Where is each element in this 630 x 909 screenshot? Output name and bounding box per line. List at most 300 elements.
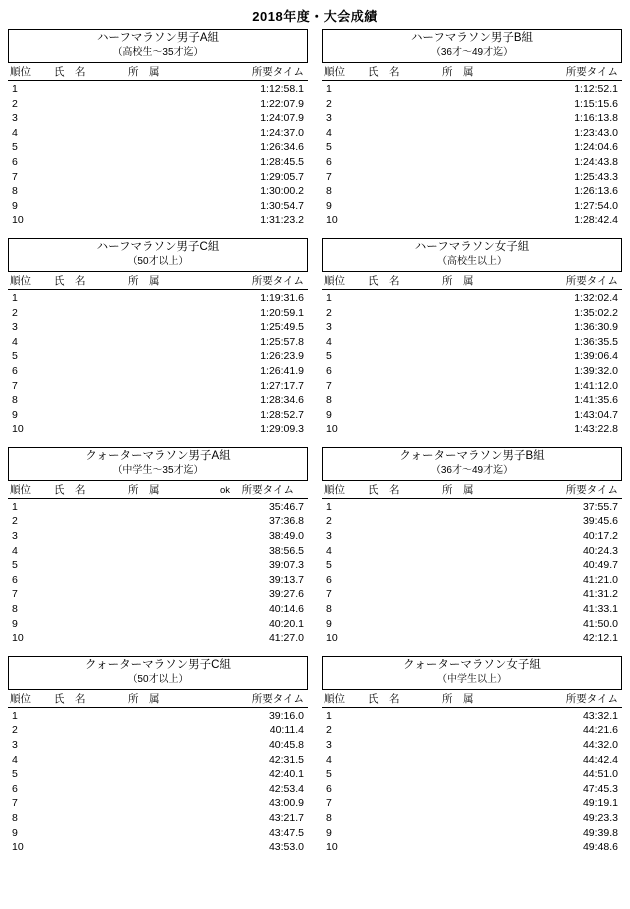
cell-team bbox=[444, 140, 536, 155]
column-header-rank: 順位 bbox=[10, 483, 31, 496]
cell-team bbox=[444, 514, 536, 529]
cell-team bbox=[130, 514, 222, 529]
cell-name bbox=[56, 767, 130, 782]
cell-team bbox=[130, 738, 222, 753]
cell-name bbox=[370, 617, 444, 632]
table-row bbox=[8, 155, 308, 170]
cell-rank: 3 bbox=[12, 739, 18, 751]
cell-name bbox=[56, 170, 130, 185]
column-header-name: 氏 名 bbox=[368, 274, 400, 287]
table-row bbox=[8, 602, 308, 617]
table-row bbox=[322, 723, 622, 738]
cell-time: 40:14.6 bbox=[268, 603, 304, 616]
table-row bbox=[322, 155, 622, 170]
table-row bbox=[8, 840, 308, 855]
cell-rank: 6 bbox=[326, 364, 332, 377]
cell-team bbox=[444, 811, 536, 826]
cell-team bbox=[130, 140, 222, 155]
table-row bbox=[8, 393, 308, 408]
cell-rank: 9 bbox=[12, 408, 18, 421]
block-title: ハーフマラソン男子C組 bbox=[96, 240, 220, 253]
table-row bbox=[8, 544, 308, 559]
column-header-name: 氏 名 bbox=[54, 66, 86, 78]
cell-name bbox=[370, 306, 444, 321]
result-block bbox=[322, 238, 622, 437]
table-row bbox=[8, 82, 308, 97]
cell-rank: 7 bbox=[12, 588, 18, 601]
cell-time: 1:25:49.5 bbox=[260, 321, 304, 334]
column-header-name: 氏 名 bbox=[54, 274, 86, 287]
column-header-team: 所 属 bbox=[128, 483, 160, 496]
cell-time: 42:40.1 bbox=[268, 768, 304, 781]
cell-name bbox=[56, 213, 130, 228]
cell-team bbox=[130, 320, 222, 335]
cell-rank: 7 bbox=[326, 170, 332, 183]
cell-name bbox=[56, 320, 130, 335]
table-row bbox=[322, 97, 622, 112]
cell-time: 39:13.7 bbox=[268, 573, 304, 586]
cell-name bbox=[56, 126, 130, 141]
cell-team bbox=[444, 213, 536, 228]
cell-name bbox=[56, 500, 130, 515]
cell-name bbox=[370, 709, 444, 724]
column-header-team: 所 属 bbox=[128, 692, 160, 705]
cell-name bbox=[56, 529, 130, 544]
cell-name bbox=[370, 631, 444, 646]
cell-rank: 7 bbox=[12, 379, 18, 392]
cell-team bbox=[444, 97, 536, 112]
table-row bbox=[8, 111, 308, 126]
column-header-team: 所 属 bbox=[442, 483, 474, 496]
block-subtitle: （36才〜49才迄） bbox=[430, 464, 514, 476]
cell-rank: 5 bbox=[12, 559, 18, 572]
cell-time: 43:00.9 bbox=[268, 797, 304, 810]
cell-name bbox=[370, 514, 444, 529]
cell-time: 38:49.0 bbox=[268, 530, 304, 543]
cell-name bbox=[56, 753, 130, 768]
results-grid bbox=[8, 29, 622, 865]
cell-time: 1:26:13.6 bbox=[574, 185, 618, 198]
cell-team bbox=[130, 782, 222, 797]
table-row bbox=[322, 587, 622, 602]
cell-rank: 9 bbox=[12, 199, 18, 212]
cell-time: 1:27:54.0 bbox=[574, 199, 618, 212]
cell-time: 49:19.1 bbox=[582, 797, 618, 810]
cell-team bbox=[444, 335, 536, 350]
cell-time: 49:39.8 bbox=[582, 826, 618, 839]
cell-rank: 1 bbox=[12, 500, 18, 513]
table-row bbox=[8, 558, 308, 573]
cell-name bbox=[370, 408, 444, 423]
cell-rank: 10 bbox=[326, 841, 338, 854]
cell-time: 1:41:12.0 bbox=[574, 379, 618, 392]
cell-team bbox=[130, 306, 222, 321]
cell-rank: 1 bbox=[12, 291, 18, 304]
cell-rank: 6 bbox=[12, 155, 18, 168]
table-row bbox=[8, 199, 308, 214]
cell-team bbox=[444, 796, 536, 811]
cell-team bbox=[444, 840, 536, 855]
column-header-team: 所 属 bbox=[442, 66, 474, 78]
block-subtitle: （中学生以上） bbox=[437, 673, 507, 685]
cell-rank: 4 bbox=[12, 335, 18, 348]
cell-time: 38:56.5 bbox=[268, 544, 304, 557]
cell-team bbox=[444, 155, 536, 170]
cell-time: 43:21.7 bbox=[268, 811, 304, 824]
column-header-time: 所要タイム bbox=[251, 692, 304, 705]
cell-team bbox=[130, 709, 222, 724]
table-row bbox=[322, 306, 622, 321]
cell-rank: 2 bbox=[12, 515, 18, 528]
cell-name bbox=[370, 155, 444, 170]
cell-time: 39:07.3 bbox=[268, 559, 304, 572]
cell-name bbox=[370, 335, 444, 350]
cell-time: 1:20:59.1 bbox=[260, 306, 304, 319]
cell-name bbox=[370, 349, 444, 364]
block-header bbox=[322, 29, 622, 63]
cell-time: 1:26:34.6 bbox=[260, 141, 304, 154]
table-row bbox=[322, 393, 622, 408]
cell-name bbox=[370, 184, 444, 199]
cell-time: 43:32.1 bbox=[582, 709, 618, 722]
cell-name bbox=[56, 364, 130, 379]
cell-team bbox=[444, 529, 536, 544]
cell-name bbox=[370, 140, 444, 155]
block-subtitle: （高校生以上） bbox=[437, 255, 507, 267]
cell-rank: 3 bbox=[12, 321, 18, 334]
cell-time: 1:43:22.8 bbox=[574, 423, 618, 436]
column-header-time: 所要タイム bbox=[565, 66, 618, 78]
cell-name bbox=[370, 126, 444, 141]
cell-team bbox=[130, 587, 222, 602]
cell-name bbox=[56, 306, 130, 321]
cell-name bbox=[56, 840, 130, 855]
cell-name bbox=[370, 723, 444, 738]
cell-name bbox=[370, 320, 444, 335]
cell-name bbox=[56, 335, 130, 350]
cell-time: 1:30:00.2 bbox=[260, 185, 304, 198]
table-row bbox=[8, 349, 308, 364]
cell-team bbox=[444, 111, 536, 126]
block-header bbox=[8, 29, 308, 63]
table-row bbox=[8, 826, 308, 841]
column-header-row bbox=[322, 690, 622, 708]
cell-name bbox=[56, 573, 130, 588]
cell-rank: 8 bbox=[12, 185, 18, 198]
cell-name bbox=[370, 738, 444, 753]
cell-team bbox=[444, 306, 536, 321]
table-row bbox=[322, 840, 622, 855]
block-header bbox=[322, 656, 622, 690]
column-header-team: 所 属 bbox=[442, 692, 474, 705]
cell-rank: 8 bbox=[326, 811, 332, 824]
cell-name bbox=[370, 544, 444, 559]
table-row bbox=[322, 349, 622, 364]
table-row bbox=[8, 796, 308, 811]
cell-rank: 3 bbox=[326, 321, 332, 334]
page-title: 2018年度・大会成績 bbox=[252, 9, 378, 24]
result-block bbox=[8, 29, 308, 228]
table-row bbox=[322, 82, 622, 97]
cell-rank: 5 bbox=[326, 559, 332, 572]
table-row bbox=[322, 170, 622, 185]
result-block bbox=[8, 656, 308, 855]
cell-team bbox=[444, 767, 536, 782]
cell-time: 1:27:17.7 bbox=[260, 379, 304, 392]
column-header-time: 所要タイム bbox=[565, 692, 618, 705]
cell-time: 47:45.3 bbox=[582, 782, 618, 795]
cell-team bbox=[130, 408, 222, 423]
block-title: クォーターマラソン男子A組 bbox=[85, 449, 231, 462]
column-header-row bbox=[8, 63, 308, 81]
cell-time: 49:23.3 bbox=[582, 811, 618, 824]
column-header-time: 所要タイム bbox=[565, 483, 618, 496]
table-row bbox=[8, 184, 308, 199]
cell-name bbox=[56, 514, 130, 529]
cell-time: 40:49.7 bbox=[582, 559, 618, 572]
column-header-row bbox=[322, 63, 622, 81]
table-row bbox=[322, 738, 622, 753]
cell-team bbox=[130, 617, 222, 632]
cell-rank: 5 bbox=[12, 141, 18, 154]
cell-name bbox=[370, 393, 444, 408]
table-row bbox=[322, 364, 622, 379]
cell-rank: 3 bbox=[326, 530, 332, 543]
table-row bbox=[8, 291, 308, 306]
cell-name bbox=[370, 840, 444, 855]
cell-team bbox=[130, 529, 222, 544]
cell-team bbox=[130, 199, 222, 214]
cell-time: 1:24:07.9 bbox=[260, 112, 304, 125]
block-subtitle: （36才〜49才迄） bbox=[430, 47, 514, 58]
table-row bbox=[8, 170, 308, 185]
cell-name bbox=[370, 753, 444, 768]
cell-rank: 8 bbox=[326, 185, 332, 198]
table-row bbox=[322, 709, 622, 724]
cell-rank: 9 bbox=[326, 199, 332, 212]
cell-team bbox=[130, 97, 222, 112]
cell-rank: 2 bbox=[326, 515, 332, 528]
cell-team bbox=[444, 184, 536, 199]
table-row bbox=[322, 126, 622, 141]
cell-name bbox=[56, 379, 130, 394]
block-title: ハーフマラソン男子A組 bbox=[96, 32, 220, 44]
cell-rank: 5 bbox=[12, 350, 18, 363]
cell-rank: 7 bbox=[12, 797, 18, 810]
cell-name bbox=[56, 408, 130, 423]
cell-rank: 6 bbox=[326, 155, 332, 168]
table-row bbox=[8, 408, 308, 423]
table-row bbox=[8, 723, 308, 738]
table-row bbox=[8, 126, 308, 141]
cell-time: 39:27.6 bbox=[268, 588, 304, 601]
cell-team bbox=[130, 126, 222, 141]
cell-time: 1:19:31.6 bbox=[260, 291, 304, 304]
cell-time: 1:24:04.6 bbox=[574, 141, 618, 154]
cell-name bbox=[56, 97, 130, 112]
cell-team bbox=[130, 631, 222, 646]
cell-time: 42:31.5 bbox=[268, 753, 304, 766]
table-row bbox=[322, 573, 622, 588]
cell-name bbox=[370, 782, 444, 797]
table-row bbox=[8, 364, 308, 379]
cell-team bbox=[444, 723, 536, 738]
cell-time: 40:11.4 bbox=[269, 724, 304, 737]
cell-rank: 3 bbox=[12, 112, 18, 125]
cell-rank: 7 bbox=[326, 379, 332, 392]
table-row bbox=[8, 709, 308, 724]
cell-rank: 10 bbox=[12, 632, 24, 645]
cell-name bbox=[370, 602, 444, 617]
column-header-time: 所要タイム bbox=[241, 483, 294, 496]
cell-team bbox=[444, 587, 536, 602]
table-row bbox=[8, 97, 308, 112]
cell-rank: 1 bbox=[326, 500, 332, 513]
column-header-row bbox=[8, 272, 308, 290]
column-header-time: 所要タイム bbox=[565, 274, 618, 287]
cell-rank: 8 bbox=[12, 811, 18, 824]
result-block bbox=[322, 656, 622, 855]
cell-name bbox=[370, 199, 444, 214]
block-header bbox=[8, 656, 308, 690]
cell-time: 1:29:09.3 bbox=[260, 423, 304, 436]
cell-rank: 2 bbox=[12, 724, 18, 737]
table-row bbox=[322, 602, 622, 617]
table-row bbox=[8, 738, 308, 753]
cell-name bbox=[56, 544, 130, 559]
cell-rank: 4 bbox=[326, 544, 332, 557]
cell-time: 40:24.3 bbox=[582, 544, 618, 557]
column-header-rank: 順位 bbox=[324, 692, 345, 705]
cell-team bbox=[444, 349, 536, 364]
cell-rank: 8 bbox=[326, 603, 332, 616]
cell-time: 1:41:35.6 bbox=[574, 394, 618, 407]
table-row bbox=[322, 631, 622, 646]
cell-team bbox=[130, 170, 222, 185]
cell-rank: 6 bbox=[12, 573, 18, 586]
table-row bbox=[8, 811, 308, 826]
block-note: ok bbox=[219, 484, 230, 496]
result-block bbox=[322, 29, 622, 228]
column-header-rank: 順位 bbox=[10, 274, 31, 287]
result-block bbox=[8, 238, 308, 437]
cell-name bbox=[370, 767, 444, 782]
cell-time: 1:26:23.9 bbox=[260, 350, 304, 363]
cell-rank: 10 bbox=[326, 632, 338, 645]
cell-team bbox=[444, 544, 536, 559]
cell-team bbox=[444, 709, 536, 724]
table-row bbox=[322, 500, 622, 515]
cell-team bbox=[130, 767, 222, 782]
block-title: クォーターマラソン女子組 bbox=[403, 658, 541, 671]
cell-time: 1:43:04.7 bbox=[574, 408, 618, 421]
cell-time: 1:32:02.4 bbox=[574, 291, 618, 304]
cell-name bbox=[56, 558, 130, 573]
cell-rank: 10 bbox=[12, 423, 24, 436]
cell-name bbox=[370, 500, 444, 515]
cell-time: 41:33.1 bbox=[582, 603, 618, 616]
table-row bbox=[322, 379, 622, 394]
block-subtitle: （50才以上） bbox=[127, 255, 189, 267]
block-subtitle: （高校生〜35才迄） bbox=[112, 47, 204, 58]
cell-name bbox=[56, 796, 130, 811]
cell-name bbox=[56, 782, 130, 797]
cell-rank: 10 bbox=[326, 423, 338, 436]
cell-rank: 3 bbox=[12, 530, 18, 543]
cell-name bbox=[56, 709, 130, 724]
cell-time: 37:36.8 bbox=[268, 515, 304, 528]
block-title: ハーフマラソン男子B組 bbox=[410, 32, 534, 44]
cell-time: 1:36:35.5 bbox=[574, 335, 618, 348]
cell-time: 40:17.2 bbox=[582, 530, 618, 543]
table-row bbox=[322, 617, 622, 632]
column-header-time: 所要タイム bbox=[251, 66, 304, 78]
table-row bbox=[8, 140, 308, 155]
column-header-name: 氏 名 bbox=[368, 66, 400, 78]
cell-team bbox=[130, 364, 222, 379]
cell-name bbox=[56, 826, 130, 841]
table-row bbox=[322, 514, 622, 529]
cell-team bbox=[444, 199, 536, 214]
cell-team bbox=[130, 544, 222, 559]
column-header-name: 氏 名 bbox=[368, 483, 400, 496]
cell-name bbox=[56, 811, 130, 826]
cell-team bbox=[130, 82, 222, 97]
block-title: クォーターマラソン男子B組 bbox=[399, 449, 545, 462]
cell-time: 1:39:32.0 bbox=[574, 364, 618, 377]
cell-rank: 9 bbox=[12, 826, 18, 839]
cell-time: 1:25:57.8 bbox=[260, 335, 304, 348]
cell-time: 40:20.1 bbox=[268, 617, 304, 630]
table-row bbox=[8, 422, 308, 437]
cell-team bbox=[444, 826, 536, 841]
cell-team bbox=[130, 573, 222, 588]
table-row bbox=[8, 617, 308, 632]
cell-time: 44:32.0 bbox=[582, 739, 618, 751]
cell-rank: 4 bbox=[326, 126, 332, 139]
cell-rank: 5 bbox=[326, 350, 332, 363]
cell-rank: 7 bbox=[12, 170, 18, 183]
cell-name bbox=[370, 379, 444, 394]
cell-team bbox=[130, 602, 222, 617]
cell-name bbox=[56, 393, 130, 408]
cell-rank: 5 bbox=[12, 768, 18, 781]
cell-rank: 9 bbox=[12, 617, 18, 630]
cell-name bbox=[370, 170, 444, 185]
table-row bbox=[322, 213, 622, 228]
cell-team bbox=[130, 811, 222, 826]
cell-team bbox=[130, 826, 222, 841]
cell-name bbox=[56, 184, 130, 199]
column-header-row bbox=[322, 481, 622, 499]
cell-name bbox=[370, 111, 444, 126]
cell-time: 39:45.6 bbox=[582, 515, 618, 528]
cell-time: 1:28:34.6 bbox=[260, 394, 304, 407]
cell-time: 42:12.1 bbox=[582, 632, 618, 645]
cell-name bbox=[370, 573, 444, 588]
cell-name bbox=[370, 97, 444, 112]
cell-rank: 6 bbox=[12, 782, 18, 795]
cell-team bbox=[130, 349, 222, 364]
column-header-name: 氏 名 bbox=[368, 692, 400, 705]
cell-name bbox=[56, 602, 130, 617]
table-row bbox=[322, 408, 622, 423]
table-row bbox=[322, 422, 622, 437]
cell-name bbox=[56, 422, 130, 437]
cell-time: 1:24:43.8 bbox=[574, 155, 618, 168]
cell-time: 1:26:41.9 bbox=[260, 364, 304, 377]
cell-name bbox=[56, 617, 130, 632]
